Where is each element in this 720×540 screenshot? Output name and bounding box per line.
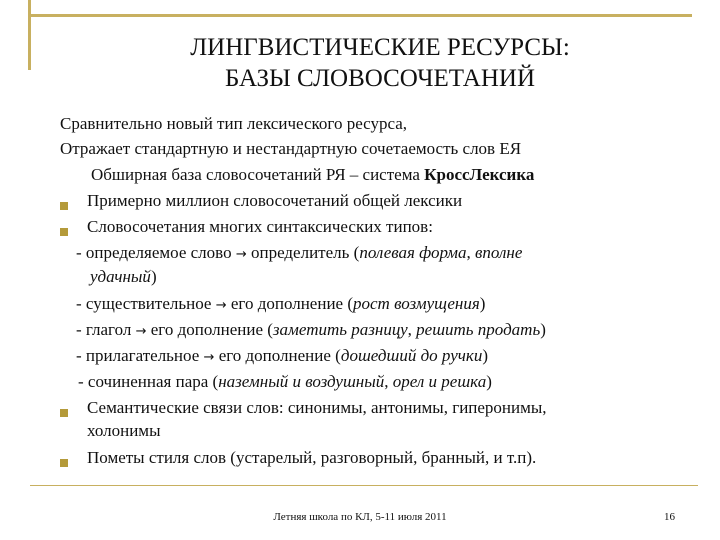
bullet-4: Пометы стиля слов (устарелый, разговорный, бранный, и т.п). <box>87 448 537 467</box>
bullet-square-icon <box>60 202 68 210</box>
subitem-5-text: , <box>384 372 393 391</box>
subitem-2-text: - существительное <box>76 294 216 313</box>
subitem-4-example: дошедший до ручки <box>340 346 483 365</box>
subitem-1-example: полевая форма <box>359 243 467 262</box>
bullet-square-icon <box>60 409 68 417</box>
bullet-3-continued: холонимы <box>87 421 161 440</box>
arrow-right-icon: → <box>135 324 147 339</box>
intro-line-2: Отражает стандартную и нестандартную сочетаемость слов ЕЯ <box>60 139 522 158</box>
subitem-1-example: вполне <box>475 243 523 262</box>
subitem-1-continued <box>90 267 157 287</box>
subitem-1-example: удачный <box>90 267 151 286</box>
subitem-4-text: - прилагательное <box>76 346 204 365</box>
subitem-1-text: - определяемое слово <box>76 243 236 262</box>
subitem-2-text: ) <box>479 294 486 313</box>
subitem-2-example: рост возмущения <box>353 294 480 313</box>
bullet-3: Семантические связи слов: синонимы, антонимы, гиперонимы, <box>87 398 547 417</box>
subitem-3 <box>76 320 546 340</box>
subitem-3-text: его дополнение ( <box>146 320 273 339</box>
subitem-5-text: - сочиненная пара ( <box>78 372 219 391</box>
bullet-square-icon <box>60 459 68 467</box>
bullet-2: Словосочетания многих синтаксических типов: <box>87 217 433 236</box>
subitem-5-example: наземный и воздушный <box>218 372 385 391</box>
slide-title <box>60 32 700 94</box>
bullet-1: Примерно миллион словосочетаний общей лексики <box>87 191 463 210</box>
subitem-3-text: , <box>407 320 417 339</box>
arrow-right-icon: → <box>215 298 227 313</box>
subitem-5-example: орел и решка <box>392 372 487 391</box>
subitem-1-text: ) <box>150 267 157 286</box>
subitem-3-example: решить продать <box>416 320 541 339</box>
intro-line-1: Сравнительно новый тип лексического ресурса, <box>60 114 408 133</box>
intro-line-3 <box>91 165 534 185</box>
subitem-1 <box>76 243 522 263</box>
subitem-4-text: его дополнение ( <box>214 346 341 365</box>
subitem-1-text: определитель ( <box>246 243 360 262</box>
subitem-4-text: ) <box>482 346 488 365</box>
krosslexika-name: КроссЛексика <box>424 165 535 184</box>
bullet-square-icon <box>60 228 68 236</box>
footer-divider <box>30 485 698 486</box>
arrow-right-icon: → <box>235 247 247 262</box>
subitem-2-text: его дополнение ( <box>226 294 354 313</box>
subitem-3-text: - глагол <box>76 320 136 339</box>
intro-line-3-text: Обширная база словосочетаний РЯ – система <box>91 165 425 184</box>
subitem-1-text: , <box>466 243 476 262</box>
arrow-right-icon: → <box>203 350 215 365</box>
decorative-vertical-bar <box>28 0 31 70</box>
title-line-2: БАЗЫ СЛОВОСОЧЕТАНИЙ <box>225 65 535 92</box>
subitem-3-example: заметить разницу <box>272 320 408 339</box>
title-line-1: ЛИНГВИСТИЧЕСКИЕ РЕСУРСЫ: <box>190 34 570 61</box>
subitem-5 <box>78 372 492 392</box>
page-number: 16 <box>664 511 675 523</box>
subitem-5-text: ) <box>486 372 492 391</box>
subitem-2 <box>76 294 485 314</box>
subitem-3-text: ) <box>540 320 546 339</box>
decorative-horizontal-bar <box>28 14 692 17</box>
subitem-4 <box>76 346 488 366</box>
footer-text: Летняя школа по КЛ, 5-11 июля 2011 <box>273 511 447 523</box>
